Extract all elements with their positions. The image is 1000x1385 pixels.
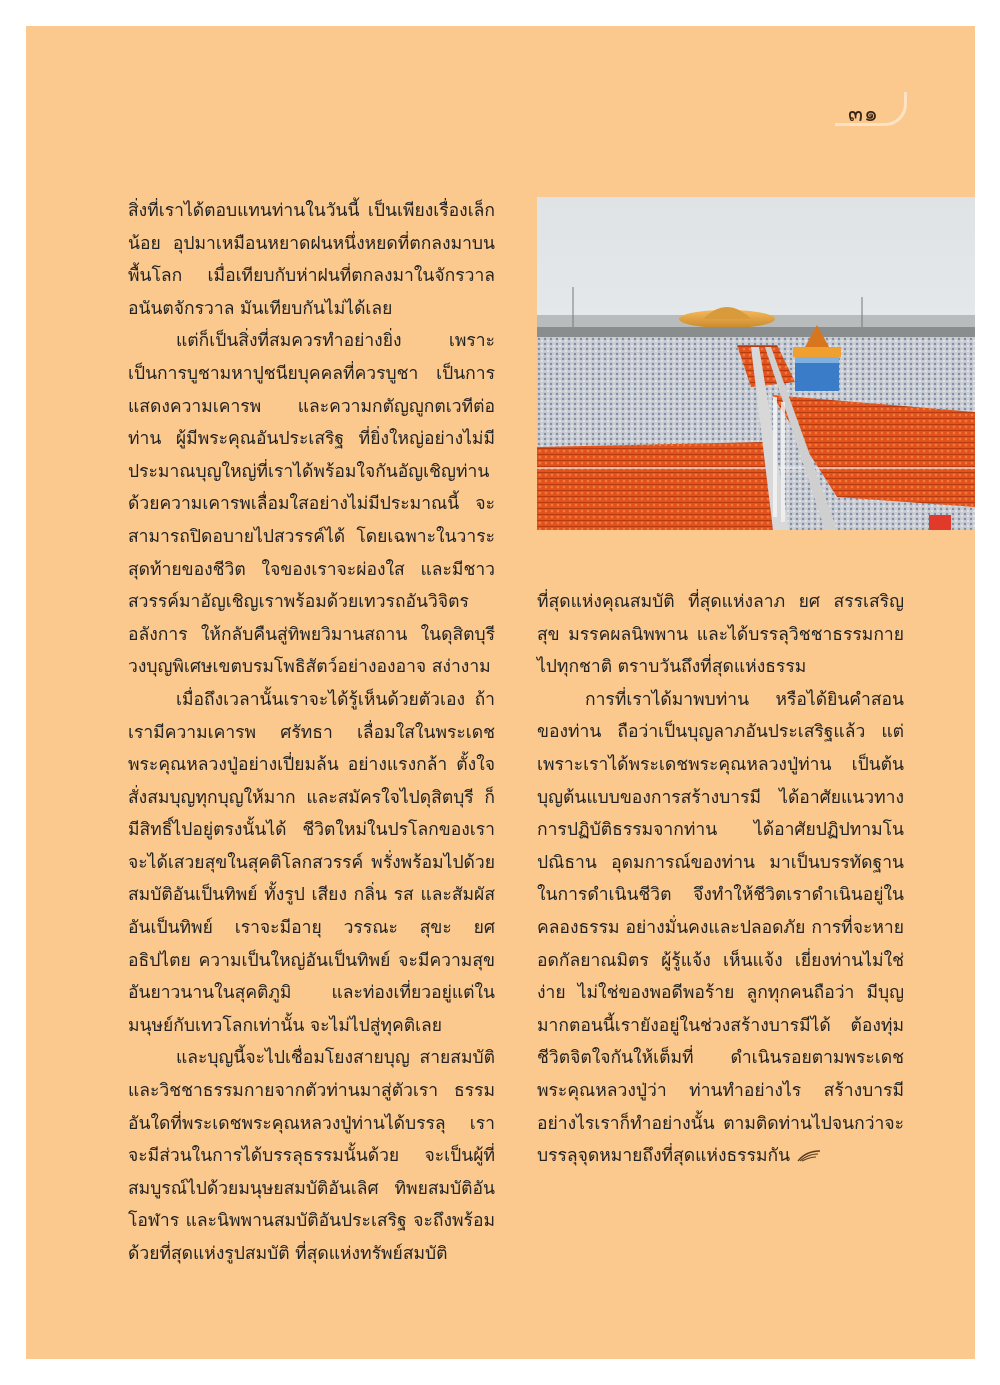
paragraph-text: การที่เราได้มาพบท่าน หรือได้ยินคำสอนของท่าน ถือว่าเป็นบุญลาภอันประเสริฐแล้ว แต่เพราะเราได้พระเดชพระคุณหลวงปู่ท่าน เป็นต้นบุญต้นแบบของการสร้างบารมี ได้อาศัยแนวทางการปฏิบัติธรรมจากท่าน ได้อาศัยปฏิปทามโนปณิธาน อุดมการณ์ของท่าน มาเป็นบรรทัดฐานในการดำเนินชีวิต จึงทำให้ชีวิตเราดำเนินอยู่ในคลองธรรม อย่างมั่นคงและปลอดภัย การที่จะหายอดกัลยาณมิตร ผู้รู้แจ้ง เห็นแจ้ง เยี่ยงท่านไม่ใช่ง่าย ไม่ใช่ของพอดีพอร้าย ลูกทุกคนถือว่า มีบุญมากตอนนี้เรายังอยู่ในช่วงสร้างบารมีได้ ต้องทุ่มชีวิตจิตใจกันให้เต็มที่ ดำเนินรอยตามพระเดชพระคุณหลวงปู่ว่า ท่านทำอย่างไร สร้างบารมีอย่างไรเราก็ทำอย่างนั้น ตามติดท่านไปจนกว่าจะบรรลุจุดหมายถึงที่สุดแห่งธรรมกัน bbox=[537, 689, 904, 1167]
paragraph: แต่ก็เป็นสิ่งที่สมควรทำอย่างยิ่ง เพราะเป็นการบูชามหาปูชนียบุคคลที่ควรบูชา เป็นการแสดงความเคารพ และความกตัญญูกตเวทีต่อท่าน ผู้มีพระคุณอันประเสริฐ ที่ยิ่งใหญ่อย่างไม่มีประมาณบุญใหญ่ที่เราได้พร้อมใจกันอัญเชิญท่าน ด้วยความเคารพเลื่อมใสอย่างไม่มีประมาณนี้ จะสามารถปิดอบายไปสวรรค์ได้ โดยเฉพาะในวาระสุดท้ายของชีวิต ใจของเราจะผ่องใส และมีชาวสวรรค์มาอัญเชิญเราพร้อมด้วยเทวรถอันวิจิตรอลังการ ให้กลับคืนสู่ทิพยวิมานสถาน ในดุสิตบุรี วงบุญพิเศษเขตบรมโพธิสัตว์อย่างองอาจ สง่างาม bbox=[128, 331, 495, 678]
right-column bbox=[537, 586, 904, 1173]
paragraph: สิ่งที่เราได้ตอบแทนท่านในวันนี้ เป็นเพียงเรื่องเล็กน้อย อุปมาเหมือนหยาดฝนหนึ่งหยดที่ตกลงมาบนพื้นโลก เมื่อเทียบกับห่าฝนที่ตกลงมาในจักรวาล อนันตจักรวาล มันเทียบกันไม่ได้เลย bbox=[128, 201, 495, 319]
end-of-article-icon bbox=[796, 1149, 822, 1163]
paragraph: ที่สุดแห่งคุณสมบัติ ที่สุดแห่งลาภ ยศ สรรเสริญ สุข มรรคผลนิพพาน และได้บรรลุวิชชาธรรมกายไปทุกชาติ ตราบวันถึงที่สุดแห่งธรรม bbox=[537, 592, 904, 678]
paragraph: และบุญนี้จะไปเชื่อมโยงสายบุญ สายสมบัติและวิชชาธรรมกายจากตัวท่านมาสู่ตัวเรา ธรรมอันใดที่พระเดชพระคุณหลวงปู่ท่านได้บรรลุ เราจะมีส่วนในการได้บรรลุธรรมนั้นด้วย จะเป็นผู้ที่สมบูรณ์ไปด้วยมนุษยสมบัติอันเลิศ ทิพยสมบัติอันโอฬาร และนิพพานสมบัติอันประเสริฐ จะถึงพร้อมด้วยที่สุดแห่งรูปสมบัติ ที่สุดแห่งทรัพย์สมบัติ bbox=[128, 1048, 495, 1264]
paragraph: เมื่อถึงเวลานั้นเราจะได้รู้เห็นด้วยตัวเอง ถ้าเรามีความเคารพ ศรัทธา เลื่อมใสในพระเดชพระคุณหลวงปู่อย่างเปี่ยมล้น อย่างแรงกล้า ตั้งใจสั่งสมบุญทุกบุญให้มาก และสมัครใจไปดุสิตบุรี ก็มีสิทธิ์ไปอยู่ตรงนั้นได้ ชีวิตใหม่ในปรโลกของเราจะได้เสวยสุขในสุคติโลกสวรรค์ พรั่งพร้อมไปด้วยสมบัติอันเป็นทิพย์ ทั้งรูป เสียง กลิ่น รส และสัมผัสอันเป็นทิพย์ เราจะมีอายุ วรรณะ สุขะ ยศ อธิปไตย ความเป็นใหญ่อันเป็นทิพย์ จะมีความสุขอันยาวนานในสุคติภูมิ และท่องเที่ยวอยู่แต่ในมนุษย์กับเทวโลกเท่านั้น จะไม่ไปสู่ทุคติเลย bbox=[128, 689, 495, 1036]
ceremony-photo bbox=[537, 197, 975, 530]
left-column bbox=[128, 195, 495, 1271]
paragraph-final bbox=[537, 684, 904, 1173]
page-number: ๓๑ bbox=[848, 102, 880, 127]
